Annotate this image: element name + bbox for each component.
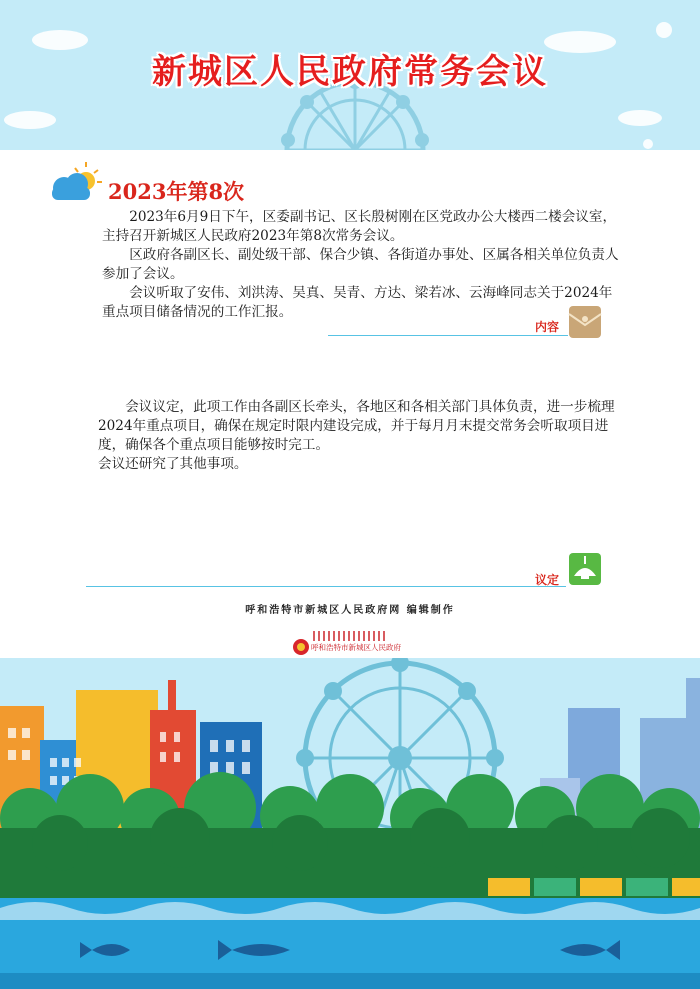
decision-tag: 议定 [535, 573, 560, 587]
content-paragraph: 2023年6月9日下午，区委副书记、区长殷树刚在区党政办公大楼西二楼会议室，主持召开新城区人民政府2023年第8次常务会议。 [102, 209, 617, 244]
envelope-icon [568, 305, 602, 339]
decision-paragraph: 会议议定，此项工作由各副区长牵头，各地区和各相关部门具体负责，进一步梳理2024年重点项目，确保在规定时限内建设完成，并于每月月末提交常务会听取项目进度，确保各个重点项目能够按时完工。 [98, 399, 615, 453]
content-tag: 内容 [535, 320, 560, 334]
content-paragraph: 区政府各副区长、副处级干部、保合少镇、各街道办事处、区属各相关单位负责人参加了会议。 [102, 247, 619, 282]
lamp-icon [568, 552, 602, 586]
footer-logo-name: 呼和浩特市新城区人民政府 [311, 643, 401, 652]
footer-credit: 呼和浩特市新城区人民政府网 编辑制作 [245, 605, 455, 616]
sun-cloud-icon [46, 160, 104, 204]
decision-paragraph: 会议还研究了其他事项。 [98, 456, 248, 472]
content-divider [328, 335, 568, 336]
cityscape-illustration [0, 658, 700, 989]
decision-divider [86, 586, 566, 587]
page-title: 新城区人民政府常务会议 [152, 52, 548, 92]
cityscape-art [0, 658, 700, 989]
content-paragraph: 会议听取了安伟、刘洪涛、吴真、吴青、方达、梁若冰、云海峰同志关于2024年重点项目储备情况的工作汇报。 [102, 285, 613, 320]
session-heading: 2023年第8次 [108, 179, 245, 204]
